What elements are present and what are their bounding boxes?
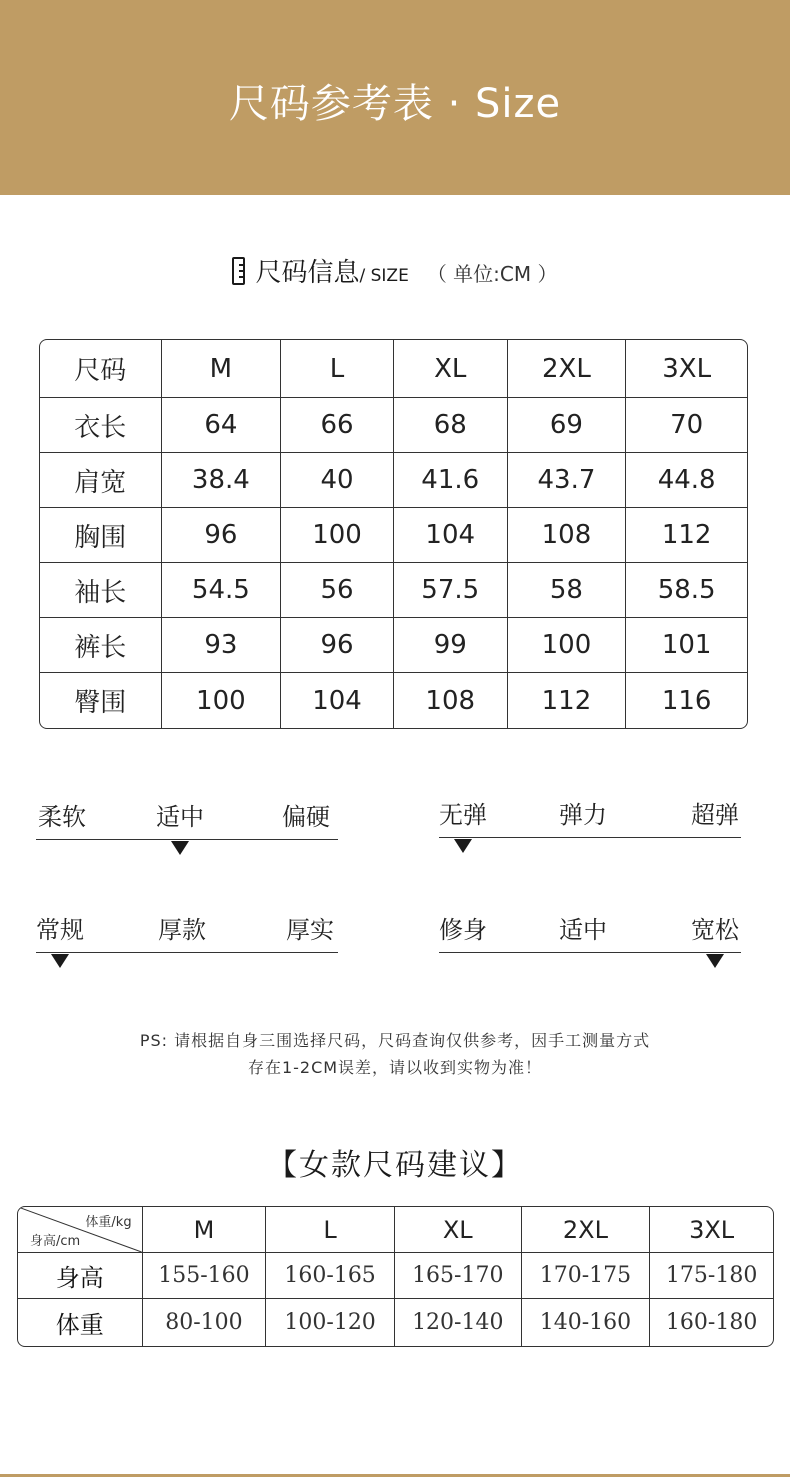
- scale-line: [36, 839, 338, 840]
- scale-label: 厚实: [286, 916, 334, 944]
- header-cell: XL: [394, 340, 508, 398]
- row-label: 体重: [18, 1299, 143, 1346]
- table-row: [40, 673, 747, 728]
- size-info-unit: （ 单位:CM ）: [426, 262, 558, 286]
- scale-label: 常规: [36, 916, 84, 944]
- table-cell: 44.8: [626, 453, 747, 508]
- table-row: [40, 618, 747, 673]
- scale-label: 适中: [559, 916, 607, 944]
- row-label: 肩宽: [40, 453, 162, 508]
- scale-label: 无弹: [439, 801, 487, 829]
- size-table-header-row: [40, 340, 747, 398]
- scale-marker: [51, 954, 69, 968]
- table-cell: 99: [394, 618, 508, 673]
- table-cell: 43.7: [508, 453, 627, 508]
- table-cell: 101: [626, 618, 747, 673]
- table-cell: 38.4: [162, 453, 282, 508]
- header-cell: 尺码: [40, 340, 162, 398]
- table-cell: 104: [281, 673, 394, 728]
- women-size-title: 【女款尺码建议】: [267, 1148, 523, 1183]
- table-row: [18, 1299, 773, 1346]
- row-label: 身高: [18, 1253, 143, 1299]
- table-cell: 58: [508, 563, 627, 618]
- row-label: 衣长: [40, 398, 162, 453]
- table-cell: 96: [281, 618, 394, 673]
- table-cell: 41.6: [394, 453, 508, 508]
- table-cell: 108: [508, 508, 627, 563]
- table-cell: 80-100: [143, 1299, 267, 1346]
- table-cell: 70: [626, 398, 747, 453]
- corner-weight-label: 体重/kg: [85, 1215, 132, 1230]
- table-cell: 100: [508, 618, 627, 673]
- table-cell: 160-180: [665, 1310, 758, 1335]
- scale-marker: [706, 954, 724, 968]
- size-info-heading: [0, 252, 790, 289]
- scale-label: 适中: [156, 803, 204, 831]
- row-label: 胸围: [40, 508, 162, 563]
- elasticity-scale: [439, 795, 741, 835]
- scale-label: 厚款: [158, 916, 206, 944]
- table-row: [40, 508, 747, 563]
- size-info-title: 尺码信息: [255, 258, 360, 288]
- softness-scale: [36, 797, 338, 837]
- table-cell: 56: [281, 563, 394, 618]
- thickness-scale: [36, 910, 338, 950]
- table-cell: 96: [162, 508, 282, 563]
- table-cell: 40: [281, 453, 394, 508]
- table-cell: 66: [281, 398, 394, 453]
- scale-label: 修身: [439, 916, 487, 944]
- table-cell: 140-160: [522, 1299, 651, 1346]
- row-label: 臀围: [40, 673, 162, 728]
- banner-title: 尺码参考表 · Size: [228, 81, 562, 127]
- size-table: [39, 339, 748, 729]
- scale-marker: [454, 839, 472, 853]
- table-cell: 57.5: [394, 563, 508, 618]
- table-cell: 58.5: [626, 563, 747, 618]
- table-cell: 108: [394, 673, 508, 728]
- ps-note-line1: PS: 请根据自身三围选择尺码，尺码查询仅供参考，因手工测量方式: [139, 1031, 651, 1050]
- table-cell: 69: [508, 398, 627, 453]
- table-cell: 93: [162, 618, 282, 673]
- scale-marker: [171, 841, 189, 855]
- table-cell: 155-160: [143, 1253, 267, 1299]
- table-cell: 165-170: [395, 1253, 522, 1299]
- header-cell: 3XL: [650, 1207, 773, 1253]
- row-label: 袖长: [40, 563, 162, 618]
- table-cell: 68: [394, 398, 508, 453]
- table-cell: 120-140: [395, 1299, 522, 1346]
- scale-label: 超弹: [691, 801, 739, 829]
- table-cell: 116: [661, 685, 712, 716]
- table-cell: 175-180: [650, 1253, 773, 1299]
- bottom-divider: [0, 1474, 790, 1477]
- table-row: [40, 398, 747, 453]
- header-banner: [0, 0, 790, 195]
- table-row: [18, 1253, 773, 1299]
- table-cell: 160-165: [266, 1253, 395, 1299]
- ps-note-line2: 存在1-2CM误差，请以收到实物为准！: [247, 1058, 543, 1077]
- scale-line: [439, 952, 741, 953]
- header-cell: M: [143, 1207, 267, 1253]
- scale-label: 柔软: [38, 803, 86, 831]
- table-cell: 100: [281, 508, 394, 563]
- table-cell: 100: [162, 673, 282, 728]
- header-cell: 2XL: [508, 340, 627, 398]
- header-cell: 2XL: [522, 1207, 651, 1253]
- header-cell: L: [266, 1207, 395, 1253]
- table-cell: 64: [162, 398, 282, 453]
- header-cell: 3XL: [626, 340, 747, 398]
- scale-label: 弹力: [559, 801, 607, 829]
- table-row: [40, 563, 747, 618]
- table-cell: 100-120: [266, 1299, 395, 1346]
- table-cell: 112: [626, 508, 747, 563]
- table-row: [40, 453, 747, 508]
- table-cell: 54.5: [162, 563, 282, 618]
- table-cell: 112: [508, 673, 627, 728]
- corner-cell: [18, 1207, 143, 1253]
- women-size-table: [17, 1206, 774, 1347]
- women-table-header-row: [18, 1207, 773, 1253]
- scale-label: 偏硬: [282, 803, 330, 831]
- fit-scale: [439, 910, 741, 950]
- header-cell: L: [281, 340, 394, 398]
- row-label: 裤长: [40, 618, 162, 673]
- table-cell: 104: [394, 508, 508, 563]
- scale-line: [439, 837, 741, 838]
- header-cell: XL: [395, 1207, 522, 1253]
- ruler-icon: [232, 257, 245, 285]
- table-cell: 170-175: [522, 1253, 651, 1299]
- header-cell: M: [162, 340, 282, 398]
- scale-line: [36, 952, 338, 953]
- size-info-subtitle: / SIZE: [359, 266, 409, 286]
- scale-label: 宽松: [691, 916, 739, 944]
- corner-height-label: 身高/cm: [30, 1234, 81, 1249]
